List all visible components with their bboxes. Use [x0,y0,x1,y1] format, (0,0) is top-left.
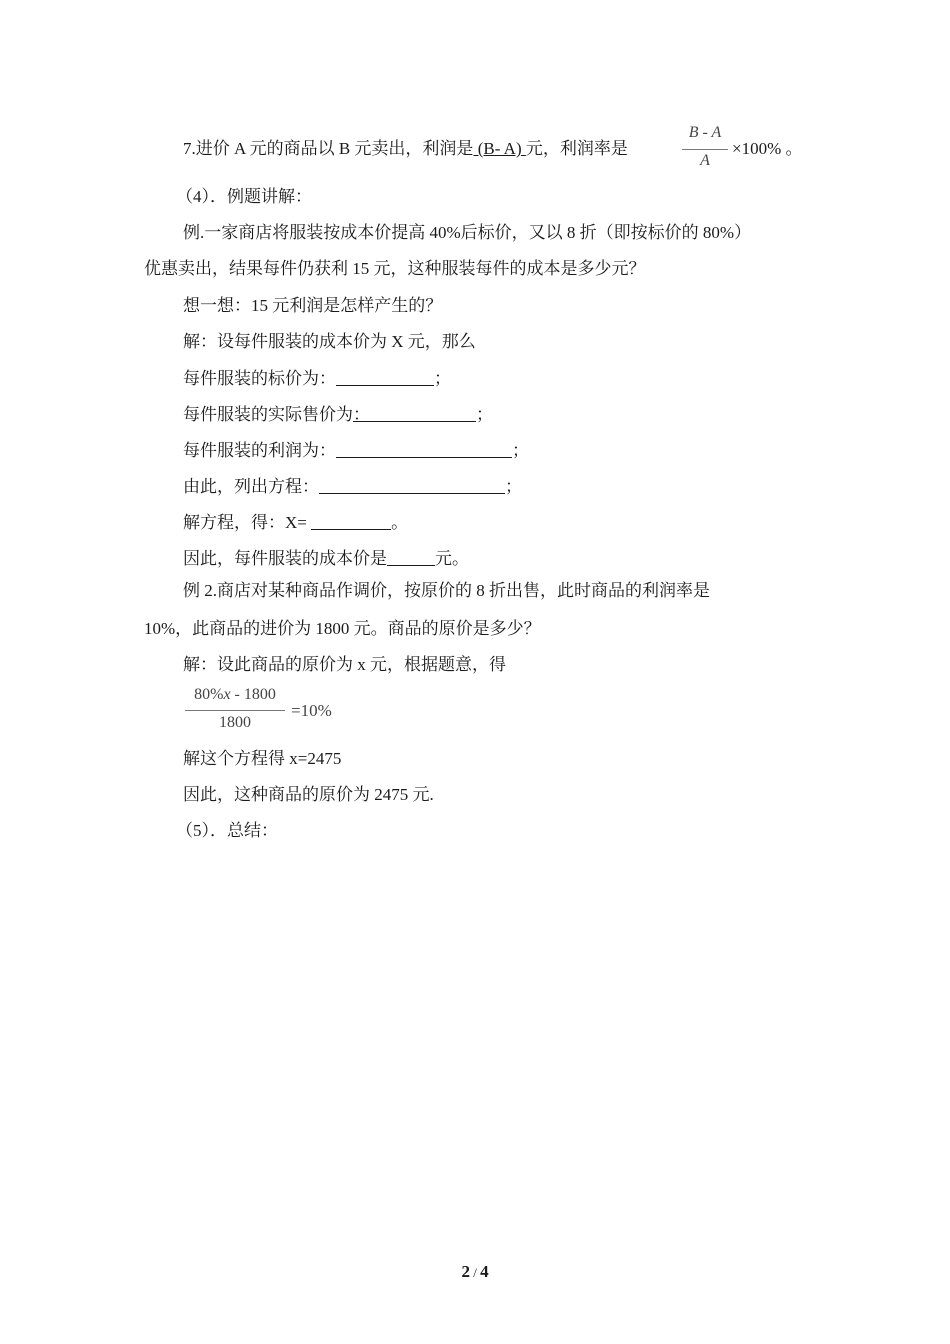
profit-line [183,440,529,462]
example2-rhs: =10% [291,701,332,720]
marked-price-line [183,368,451,390]
actual-price-colon: ： [353,405,370,424]
example2-solve: 解：设此商品的原价为 x 元，根据题意，得 [183,655,506,674]
marked-price-blank [336,369,434,386]
example1-think: 想一想：15 元利润是怎样产生的？ [183,296,443,315]
example2-fraction [183,686,293,738]
numerator-variable: x [223,686,231,703]
fraction-numerator: B - A [688,124,722,141]
solve-eq-blank [311,513,391,530]
example2-numerator [183,686,287,704]
solve-eq-line [183,512,408,534]
page-separator: / [469,1265,481,1280]
conclusion-blank [387,549,435,566]
current-page: 2 [461,1262,470,1281]
profit-end: ； [512,441,529,460]
profit-label: 每件服装的利润为： [183,441,336,460]
actual-price-blank [370,405,476,422]
example2-line2: 10%，此商品的进价为 1800 元。商品的原价是多少？ [144,619,541,638]
page-number [0,1262,950,1282]
total-pages: 4 [480,1262,489,1281]
line7-prefix: 7.进价 A 元的商品以 B 元卖出，利润是 [183,139,474,158]
example2-line1: 例 2.商店对某种商品作调价，按原价的 8 折出售，此时商品的利润率是 [183,581,710,600]
example1-line1: 例.一家商店将服装按成本价提高 40%后标价，又以 8 折（即按标价的 80%） [183,223,752,242]
marked-price-label: 每件服装的标价为： [183,369,336,388]
equation-label: 由此，列出方程： [183,477,319,496]
line7-mid: 元，利润率是 [525,139,628,158]
equation-line [183,476,522,498]
actual-price-end: ； [476,405,493,424]
conclusion-label: 因此，每件服装的成本价是 [183,549,387,568]
actual-price-label: 每件服装的实际售价为 [183,405,353,424]
equation-blank [319,477,505,494]
example2-conclusion: 因此，这种商品的原价为 2475 元. [183,785,434,804]
solve-eq-end: 。 [391,513,409,532]
example1-line2: 优惠卖出，结果每件仍获利 15 元，这种服装每件的成本是多少元？ [144,259,646,278]
profit-blank [336,441,512,458]
fraction-bar [682,149,728,150]
example2-denominator: 1800 [219,714,251,731]
example2-fraction-bar [185,710,285,711]
marked-price-end: ； [434,369,451,388]
numerator-rest: - 1800 [230,686,276,703]
example1-solve: 解：设每件服装的成本价为 X 元，那么 [183,332,476,351]
example2-result: 解这个方程得 x=2475 [183,749,342,768]
conclusion-end: 元。 [435,549,469,568]
equation-end: ； [505,477,522,496]
line7-suffix: ×100% 。 [732,139,803,158]
numerator-percent: 80% [194,686,224,703]
section5-heading: （5）．总结： [176,821,278,840]
fraction-denominator: A [700,152,710,169]
profit-rate-line [183,138,628,160]
profit-answer: (B- A) [473,139,526,158]
conclusion-line [183,548,469,570]
actual-price-line [183,404,493,426]
solve-eq-label: 解方程，得：X= [183,513,312,532]
profit-rate-fraction [680,124,730,174]
section4-heading: （4）．例题讲解： [176,187,312,206]
